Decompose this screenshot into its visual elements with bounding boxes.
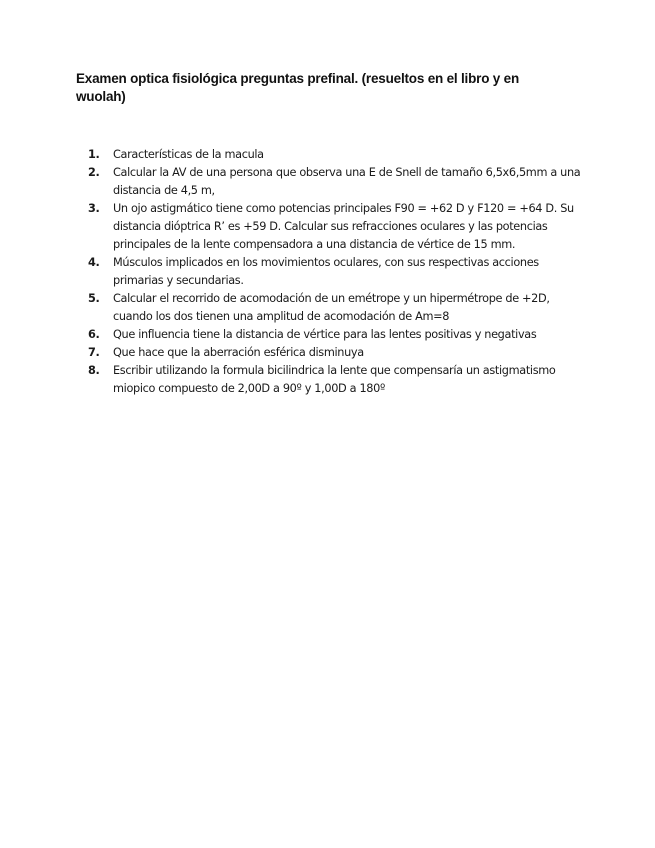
item-text: Que influencia tiene la distancia de vértice para las lentes positivas y negativas xyxy=(113,328,537,341)
item-number: 1. xyxy=(88,148,100,161)
item-text: Músculos implicados en los movimientos oculares, con sus respectivas acciones primarias y secundarias. xyxy=(113,256,539,287)
item-text: Un ojo astigmático tiene como potencias principales F90 = +62 D y F120 = +64 D. Su distancia dióptrica R’ es +59 D. Calcular sus refracciones oculares y las potencias principales de la lente compensadora a una distancia de vértice de 15 mm. xyxy=(113,202,574,251)
item-number: 4. xyxy=(88,256,100,269)
list-item xyxy=(88,290,588,326)
list-item xyxy=(88,146,588,164)
item-text: Que hace que la aberración esférica disminuya xyxy=(113,346,364,359)
item-text: Características de la macula xyxy=(113,148,264,161)
list-item xyxy=(88,326,588,344)
list-item xyxy=(88,200,588,254)
list-item xyxy=(88,164,588,200)
item-number: 3. xyxy=(88,202,100,215)
item-number: 8. xyxy=(88,364,100,377)
document-title: Examen optica fisiológica preguntas prefinal. (resueltos en el libro y en wuolah) xyxy=(76,71,520,104)
list-item xyxy=(88,344,588,362)
item-text: Escribir utilizando la formula bicilindrica la lente que compensaría un astigmatismo miopico compuesto de 2,00D a 90º y 1,00D a 180º xyxy=(113,364,556,395)
question-list xyxy=(88,146,588,398)
list-item xyxy=(88,362,588,398)
item-number: 5. xyxy=(88,292,100,305)
item-number: 7. xyxy=(88,346,100,359)
item-text: Calcular el recorrido de acomodación de un emétrope y un hipermétrope de +2D, cuando los dos tienen una amplitud de acomodación de Am=8 xyxy=(113,292,550,323)
item-number: 6. xyxy=(88,328,100,341)
item-text: Calcular la AV de una persona que observa una E de Snell de tamaño 6,5x6,5mm a una distancia de 4,5 m, xyxy=(113,166,581,197)
item-number: 2. xyxy=(88,166,100,179)
list-item xyxy=(88,254,588,290)
